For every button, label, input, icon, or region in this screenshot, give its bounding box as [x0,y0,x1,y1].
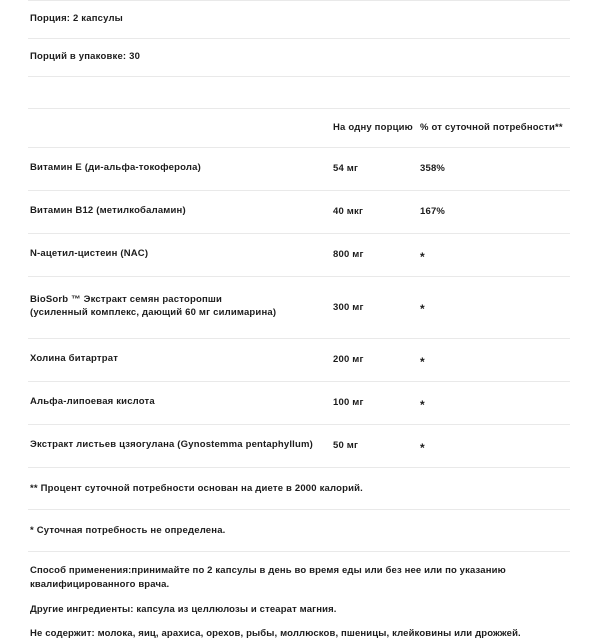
table-row [0,147,600,190]
nutrient-amount: 40 мкг [333,206,364,217]
nutrient-amount: 54 мг [333,163,359,174]
nutrient-name: Витамин В12 (метилкобаламин) [30,205,186,217]
table-row [0,381,600,424]
nutrient-daily-value: * [420,302,425,316]
nutrient-amount: 100 мг [333,397,364,408]
table-row [0,190,600,233]
nutrient-name: Холина битартрат [30,353,119,365]
nutrient-name-line-1: BioSorb ™ Экстракт семян расторопши [30,294,223,306]
additional-info-block [0,551,600,641]
nutrient-daily-value: 358% [420,163,446,174]
directions-text: Способ применения:принимайте по 2 капсулы в день во время еды или без нее или по указанию квалифицированного врача. [30,565,506,591]
header-amount-per-serving: На одну порцию [333,122,413,133]
nutrient-amount: 50 мг [333,440,359,451]
allergen-free-text: Не содержит: молока, яиц, арахиса, орехов, рыбы, моллюсков, пшеницы, клейковины или дрожжей. [30,627,521,639]
footnote-no-dv-established: * Суточная потребность не определена. [30,524,226,536]
table-row [0,424,600,467]
nutrient-daily-value: * [420,440,425,455]
nutrient-name [30,294,333,320]
nutrient-daily-value: * [420,354,425,369]
nutrient-amount: 200 мг [333,354,364,365]
nutrient-name-line-2: (усиленный комплекс, дающий 60 мг силимарина) [30,307,277,318]
serving-size-row [0,0,600,38]
servings-per-container-label: Порций в упаковке: 30 [30,50,141,62]
nutrient-name: Альфа-липоевая кислота [30,396,155,408]
footnote-no-dv-established-row [0,509,600,551]
table-row [0,338,600,381]
spacer-band [0,76,600,108]
other-ingredients-text: Другие ингредиенты: капсула из целлюлозы и стеарат магния. [30,603,337,615]
nutrient-name: Экстракт листьев цзяогулана (Gynostemma pentaphyllum) [30,439,313,451]
nutrient-daily-value: * [420,249,425,264]
footnote-daily-value-basis: ** Процент суточной потребности основан на диете в 2000 калорий. [30,482,363,494]
servings-per-container-row [0,38,600,76]
header-daily-value: % от суточной потребности** [420,122,563,133]
table-row [0,233,600,276]
footnote-daily-value-basis-row [0,467,600,509]
nutrient-daily-value: * [420,397,425,412]
nutrient-amount: 800 мг [333,249,364,260]
table-header-row [0,108,600,147]
nutrient-daily-value: 167% [420,206,446,217]
nutrient-amount: 300 мг [333,301,364,313]
table-row [0,276,600,338]
nutrient-name: N-ацетил-цистеин (NAC) [30,248,149,260]
serving-size-label: Порция: 2 капсулы [30,12,123,24]
nutrient-name: Витамин Е (ди-альфа-токоферола) [30,162,201,174]
